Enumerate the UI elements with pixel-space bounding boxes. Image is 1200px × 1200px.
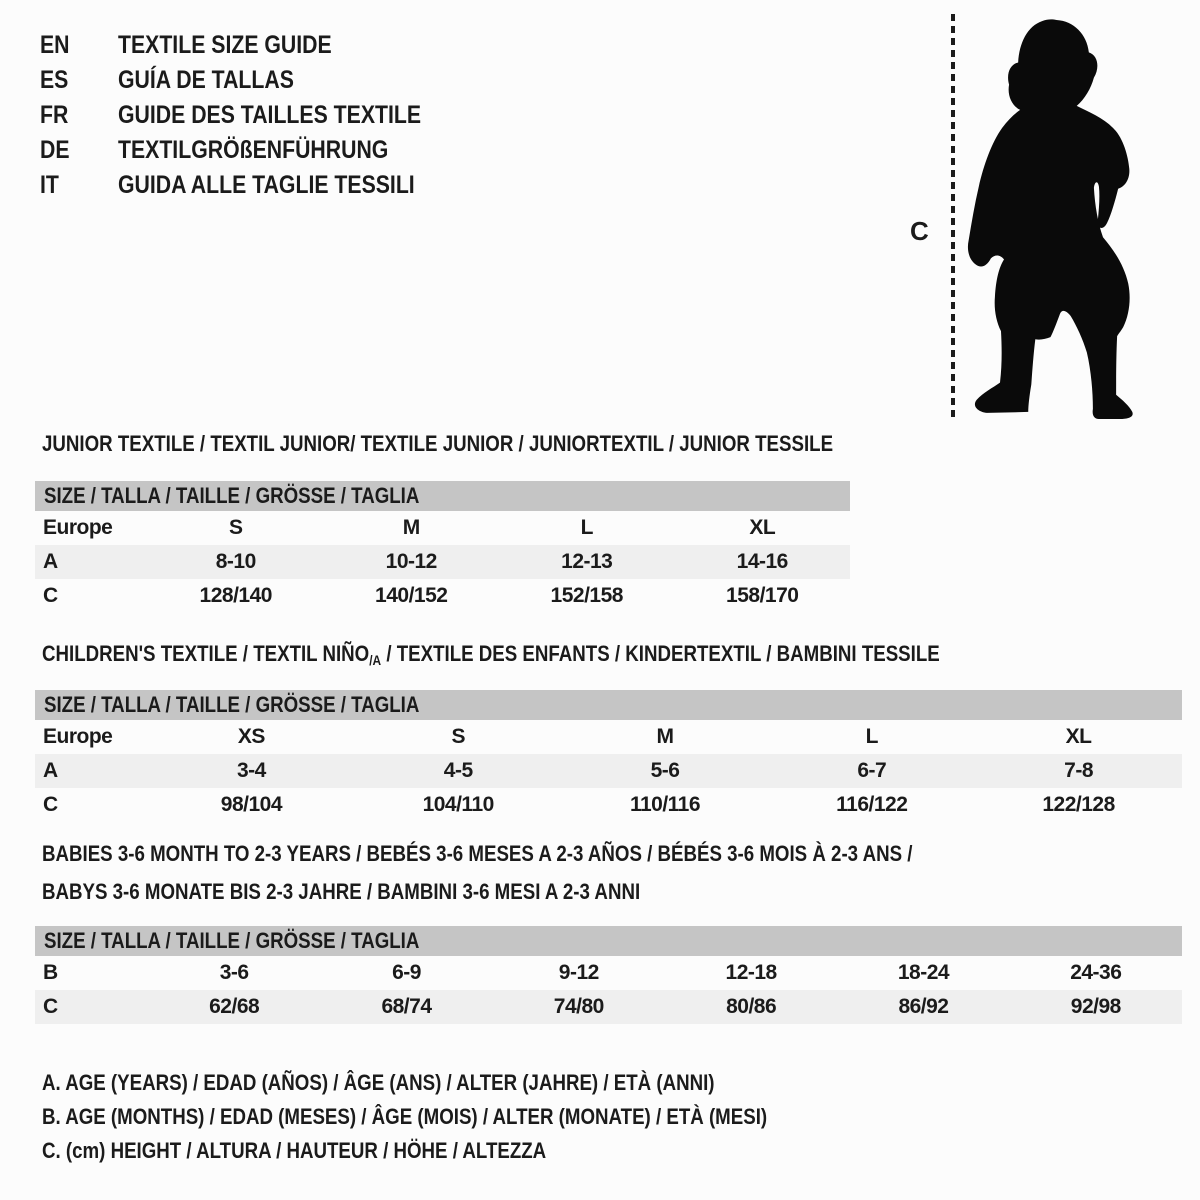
lang-code-es: ES: [40, 66, 69, 94]
children-size-table: [35, 690, 1182, 822]
row-label: Europe: [43, 725, 113, 748]
lang-code-fr: FR: [40, 101, 69, 129]
row-label: Europe: [43, 516, 113, 539]
footnote-b: B. AGE (MONTHS) / EDAD (MESES) / ÂGE (MOIS) / ALTER (MONATE) / ETÀ (MESI): [42, 1104, 768, 1129]
nino-a-subscript: /A: [369, 652, 382, 668]
lang-title-it: GUIDA ALLE TAGLIE TESSILI: [118, 171, 415, 199]
lang-title-de: TEXTILGRÖßENFÜHRUNG: [118, 136, 389, 164]
babies-section-title-line2: BABYS 3-6 MONATE BIS 2-3 JAHRE / BAMBINI 3-6 MESI A 2-3 ANNI: [42, 879, 641, 904]
row-label: C: [43, 995, 58, 1018]
lang-code-de: DE: [40, 136, 70, 164]
babies-table-header: SIZE / TALLA / TAILLE / GRÖSSE / TAGLIA: [35, 926, 1182, 956]
lang-title-es: GUÍA DE TALLAS: [118, 66, 294, 94]
table-row: C 62/68 68/74 74/80 80/86 86/92 92/98: [35, 990, 1182, 1024]
language-header: [40, 28, 475, 203]
junior-section-title: JUNIOR TEXTILE / TEXTIL JUNIOR/ TEXTILE JUNIOR / JUNIORTEXTIL / JUNIOR TESSILE: [42, 431, 834, 456]
table-row: B 3-6 6-9 9-12 12-18 18-24 24-36: [35, 956, 1182, 990]
table-row: A 3-4 4-5 5-6 6-7 7-8: [35, 754, 1182, 788]
lang-row-fr: [40, 98, 475, 133]
table-row: C 128/140 140/152 152/158 158/170: [35, 579, 850, 613]
lang-title-fr: GUIDE DES TAILLES TEXTILE: [118, 101, 422, 129]
row-label: A: [43, 759, 58, 782]
table-row: C 98/104 104/110 110/116 116/122 122/128: [35, 788, 1182, 822]
height-dashed-line: [951, 14, 955, 422]
footnotes: [42, 1066, 895, 1168]
lang-title-en: TEXTILE SIZE GUIDE: [118, 31, 332, 59]
height-measure-label: C: [910, 216, 929, 246]
lang-row-en: [40, 28, 475, 63]
toddler-silhouette-icon: [962, 16, 1144, 420]
junior-size-table: [35, 481, 850, 613]
table-row: Europe S M L XL: [35, 511, 850, 545]
row-label: B: [43, 961, 58, 984]
lang-code-en: EN: [40, 31, 70, 59]
lang-row-it: [40, 168, 475, 203]
footnote-a: A. AGE (YEARS) / EDAD (AÑOS) / ÂGE (ANS) / ALTER (JAHRE) / ETÀ (ANNI): [42, 1070, 715, 1095]
babies-size-table: [35, 926, 1182, 1024]
row-label: C: [43, 793, 58, 816]
lang-row-de: [40, 133, 475, 168]
row-label: A: [43, 550, 58, 573]
lang-row-es: [40, 63, 475, 98]
children-table-header: SIZE / TALLA / TAILLE / GRÖSSE / TAGLIA: [35, 690, 1182, 720]
table-row: Europe XS S M L XL: [35, 720, 1182, 754]
children-section-title: CHILDREN'S TEXTILE / TEXTIL NIÑO/A / TEXTILE DES ENFANTS / KINDERTEXTIL / BAMBINI TESSILE: [42, 641, 940, 668]
table-row: A 8-10 10-12 12-13 14-16: [35, 545, 850, 579]
babies-section-title-line1: BABIES 3-6 MONTH TO 2-3 YEARS / BEBÉS 3-6 MESES A 2-3 AÑOS / BÉBÉS 3-6 MOIS À 2-3 ANS /: [42, 841, 913, 866]
lang-code-it: IT: [40, 171, 59, 199]
junior-table-header: SIZE / TALLA / TAILLE / GRÖSSE / TAGLIA: [35, 481, 850, 511]
row-label: C: [43, 584, 58, 607]
footnote-c: C. (cm) HEIGHT / ALTURA / HAUTEUR / HÖHE / ALTEZZA: [42, 1138, 547, 1163]
